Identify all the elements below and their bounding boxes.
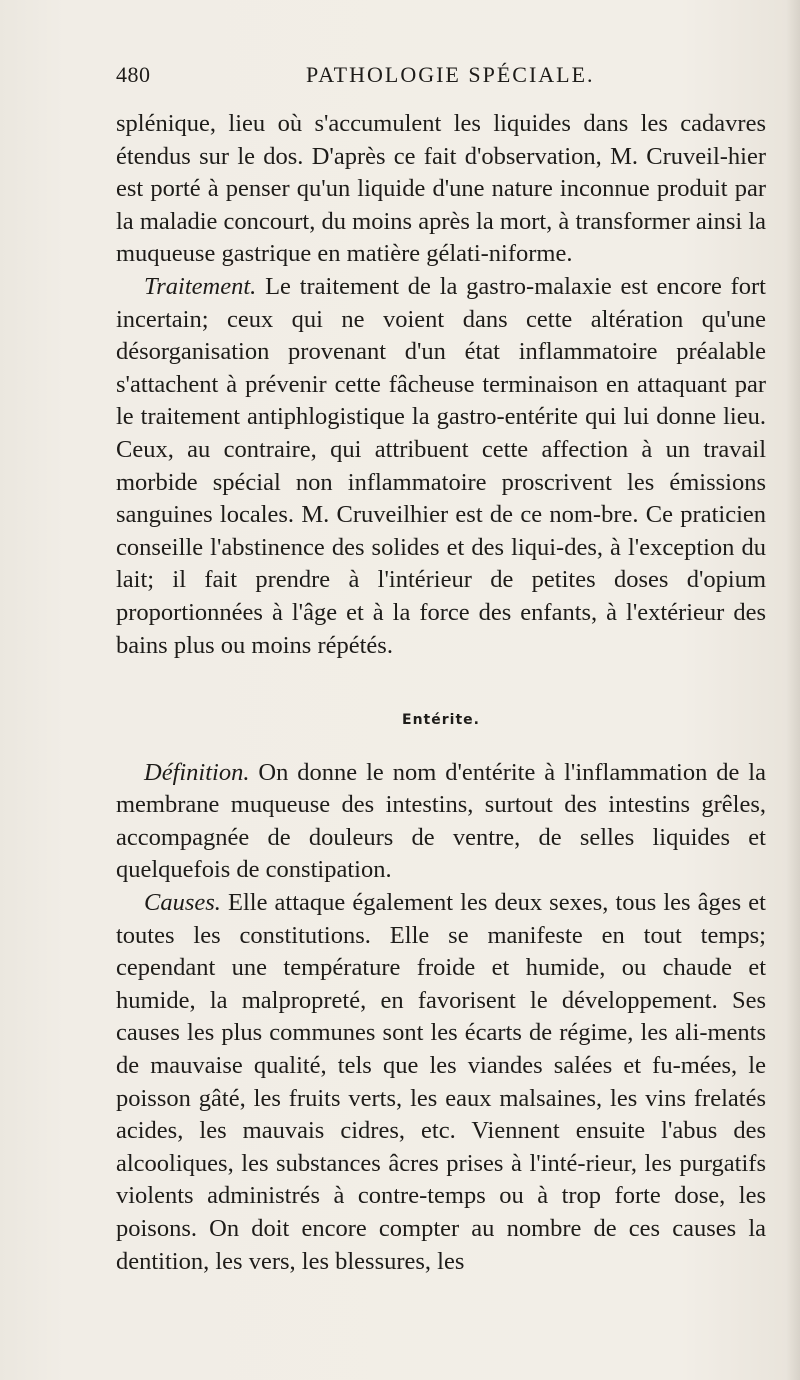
page-edge-shadow (786, 0, 800, 1380)
paragraph-causes (116, 887, 766, 1278)
rubric-definition: Définition. (144, 758, 250, 786)
paragraph-splenique: splénique, lieu où s'accumulent les liquides dans les cadavres étendus sur le dos. D'après ce fait d'observation, M. Cruveil-hier est porté à penser qu'un liquide d'une nature inconnue produit par la maladie concourt, du moins après la mort, à transformer ainsi la muqueuse gastrique en matière gélati-niforme. (116, 110, 766, 268)
paragraph-definition (116, 757, 766, 887)
rubric-causes: Causes. (144, 889, 221, 917)
body-text (116, 108, 766, 1278)
page-header (116, 62, 756, 96)
paragraph-definition-text: On donne le nom d'entérite à l'inflammation de la membrane muqueuse des intestins, surtout des intestins grêles, accompagnée de douleurs de ventre, de selles liquides et quelquefois de constipation. (116, 758, 766, 884)
rubric-traitement: Traitement. (144, 272, 257, 300)
page-number: 480 (116, 62, 151, 87)
running-head: PATHOLOGIE SPÉCIALE. (306, 62, 595, 87)
section-title-enterite: Entérite. (402, 712, 480, 729)
paragraph-traitement-text: Le traitement de la gastro-malaxie est encore fort incertain; ceux qui ne voient dans cette altération qu'une désorganisation provenant d'un état inflammatoire préalable s'attachent à prévenir cette fâcheuse terminaison en attaquant par le traitement antiphlogistique la gastro-entérite qui lui donne lieu. Ceux, au contraire, qui attribuent cette affection à un travail morbide spécial non inflammatoire proscrivent les émissions sanguines locales. M. Cruveilhier est de ce nom-bre. Ce praticien conseille l'abstinence des solides et des liqui-des, à l'exception du lait; il fait prendre à l'intérieur de petites doses d'opium proportionnées à l'âge et à la force des enfants, à l'extérieur des bains plus ou moins répétés. (116, 272, 766, 659)
paragraph-traitement (116, 271, 766, 662)
paragraph-causes-text: Elle attaque également les deux sexes, tous les âges et toutes les constitutions. Elle se manifeste en tout temps; cependant une température froide et humide, ou chaude et humide, la malpropreté, en favorisent le développement. Ses causes les plus communes sont les écarts de régime, les ali-ments de mauvaise qualité, tels que les viandes salées et fu-mées, le poisson gâté, les fruits verts, les eaux malsaines, les vins frelatés acides, les mauvais cidres, etc. Viennent ensuite l'abus des alcooliques, les substances âcres prises à l'inté-rieur, les purgatifs violents administrés à contre-temps ou à trop forte dose, les poisons. On doit encore compter au nombre de ces causes la dentition, les vers, les blessures, les (116, 889, 766, 1275)
